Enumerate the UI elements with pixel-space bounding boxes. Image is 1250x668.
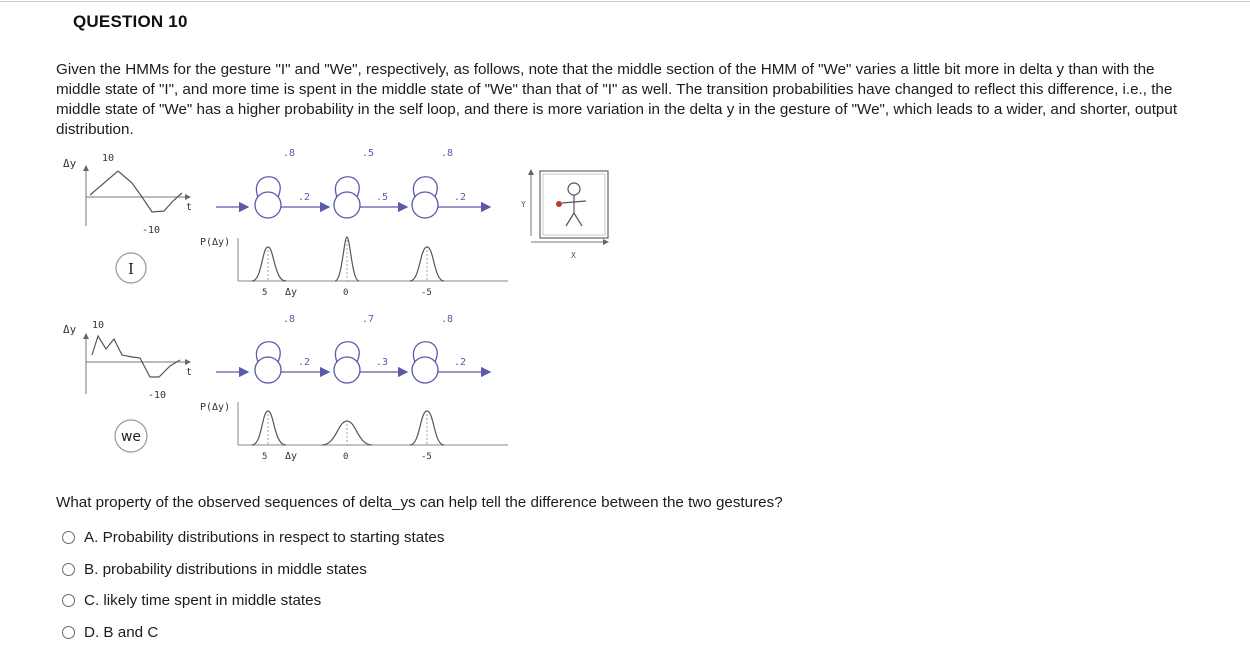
transition-label: .2 [298, 192, 311, 203]
output-distributions [200, 237, 508, 298]
option-label: C. likely time spent in middle states [84, 592, 322, 610]
transition-label: .3 [376, 357, 389, 368]
question-prompt: What property of the observed sequences of delta_ys can help tell the difference between the two gestures? [56, 494, 783, 511]
transition-label: .2 [454, 357, 467, 368]
time-axis-label: t [186, 367, 193, 378]
signal-max-label: 10 [102, 153, 115, 164]
hmm-state-1 [255, 192, 281, 218]
density-tick: 5 [262, 452, 268, 462]
time-axis-label: t [186, 202, 193, 213]
stick-figure-frame [521, 170, 608, 260]
hmm-chain [216, 148, 490, 218]
stick-axis-x: X [571, 251, 576, 260]
option-c[interactable] [62, 585, 444, 617]
self-loop-label: .7 [362, 314, 375, 325]
gesture-we-badge [115, 420, 147, 452]
signal-max-label: 10 [92, 320, 105, 331]
output-distributions [200, 402, 508, 462]
transition-label: .5 [376, 192, 389, 203]
signal-plot [63, 320, 192, 401]
self-loop-label: .8 [441, 148, 454, 159]
gesture-i-badge [116, 253, 146, 283]
stick-axis-y: Y [521, 200, 526, 209]
hmm-state-2 [334, 192, 360, 218]
hmm-state-1 [255, 357, 281, 383]
self-loop-label: .5 [362, 148, 375, 159]
question-text: Given the HMMs for the gesture "I" and "We", respectively, as follows, note that the middle section of the HMM of "We" varies a little bit more in delta y than with the middle state of "I", and more time is spent in the middle state of "We" than that of "I" as well. The transition probabilities have changed to reflect this difference, i.e., the middle state of "We" has a higher probability in the self loop, and there is more variation in the delta y in the gesture of "We", which leads to a wider, and shorter, output distribution. [56, 61, 1178, 138]
transition-label: .2 [298, 357, 311, 368]
badge-label: I [128, 260, 134, 278]
option-a[interactable] [62, 522, 444, 554]
density-tick: -5 [421, 288, 432, 298]
hmm-diagram [0, 140, 620, 470]
density-tick: 0 [343, 288, 349, 298]
question-title: QUESTION 10 [73, 12, 188, 31]
signal-min-label: -10 [148, 390, 167, 401]
gesture-i-diagram [63, 148, 608, 298]
hand-marker [556, 201, 562, 207]
hmm-figure [0, 140, 620, 470]
option-d[interactable] [62, 617, 444, 649]
hmm-state-2 [334, 357, 360, 383]
transition-label: .2 [454, 192, 467, 203]
badge-label: we [120, 429, 142, 445]
option-label: D. B and C [84, 623, 159, 641]
top-divider [0, 1, 1250, 2]
self-loop-label: .8 [441, 314, 454, 325]
self-loop-label: .8 [283, 314, 296, 325]
radio-button[interactable] [62, 626, 75, 639]
density-axis-label: Δy [285, 287, 298, 298]
density-tick: -5 [421, 452, 432, 462]
hmm-state-3 [412, 357, 438, 383]
density-axis-label: Δy [285, 451, 298, 462]
density-tick: 0 [343, 452, 349, 462]
signal-axis-label: Δy [63, 157, 77, 170]
signal-plot [63, 153, 192, 236]
radio-button[interactable] [62, 563, 75, 576]
signal-axis-label: Δy [63, 323, 77, 336]
answer-options [62, 522, 444, 648]
density-label: P(Δy) [200, 237, 231, 248]
option-label: B. probability distributions in middle states [84, 560, 367, 578]
option-b[interactable] [62, 554, 444, 586]
density-tick: 5 [262, 288, 268, 298]
option-label: A. Probability distributions in respect to starting states [84, 529, 445, 547]
radio-button[interactable] [62, 594, 75, 607]
self-loop-label: .8 [283, 148, 296, 159]
density-label: P(Δy) [200, 402, 231, 413]
hmm-chain [216, 314, 490, 383]
signal-min-label: -10 [142, 225, 161, 236]
gesture-we-diagram [63, 314, 508, 462]
hmm-state-3 [412, 192, 438, 218]
radio-button[interactable] [62, 531, 75, 544]
